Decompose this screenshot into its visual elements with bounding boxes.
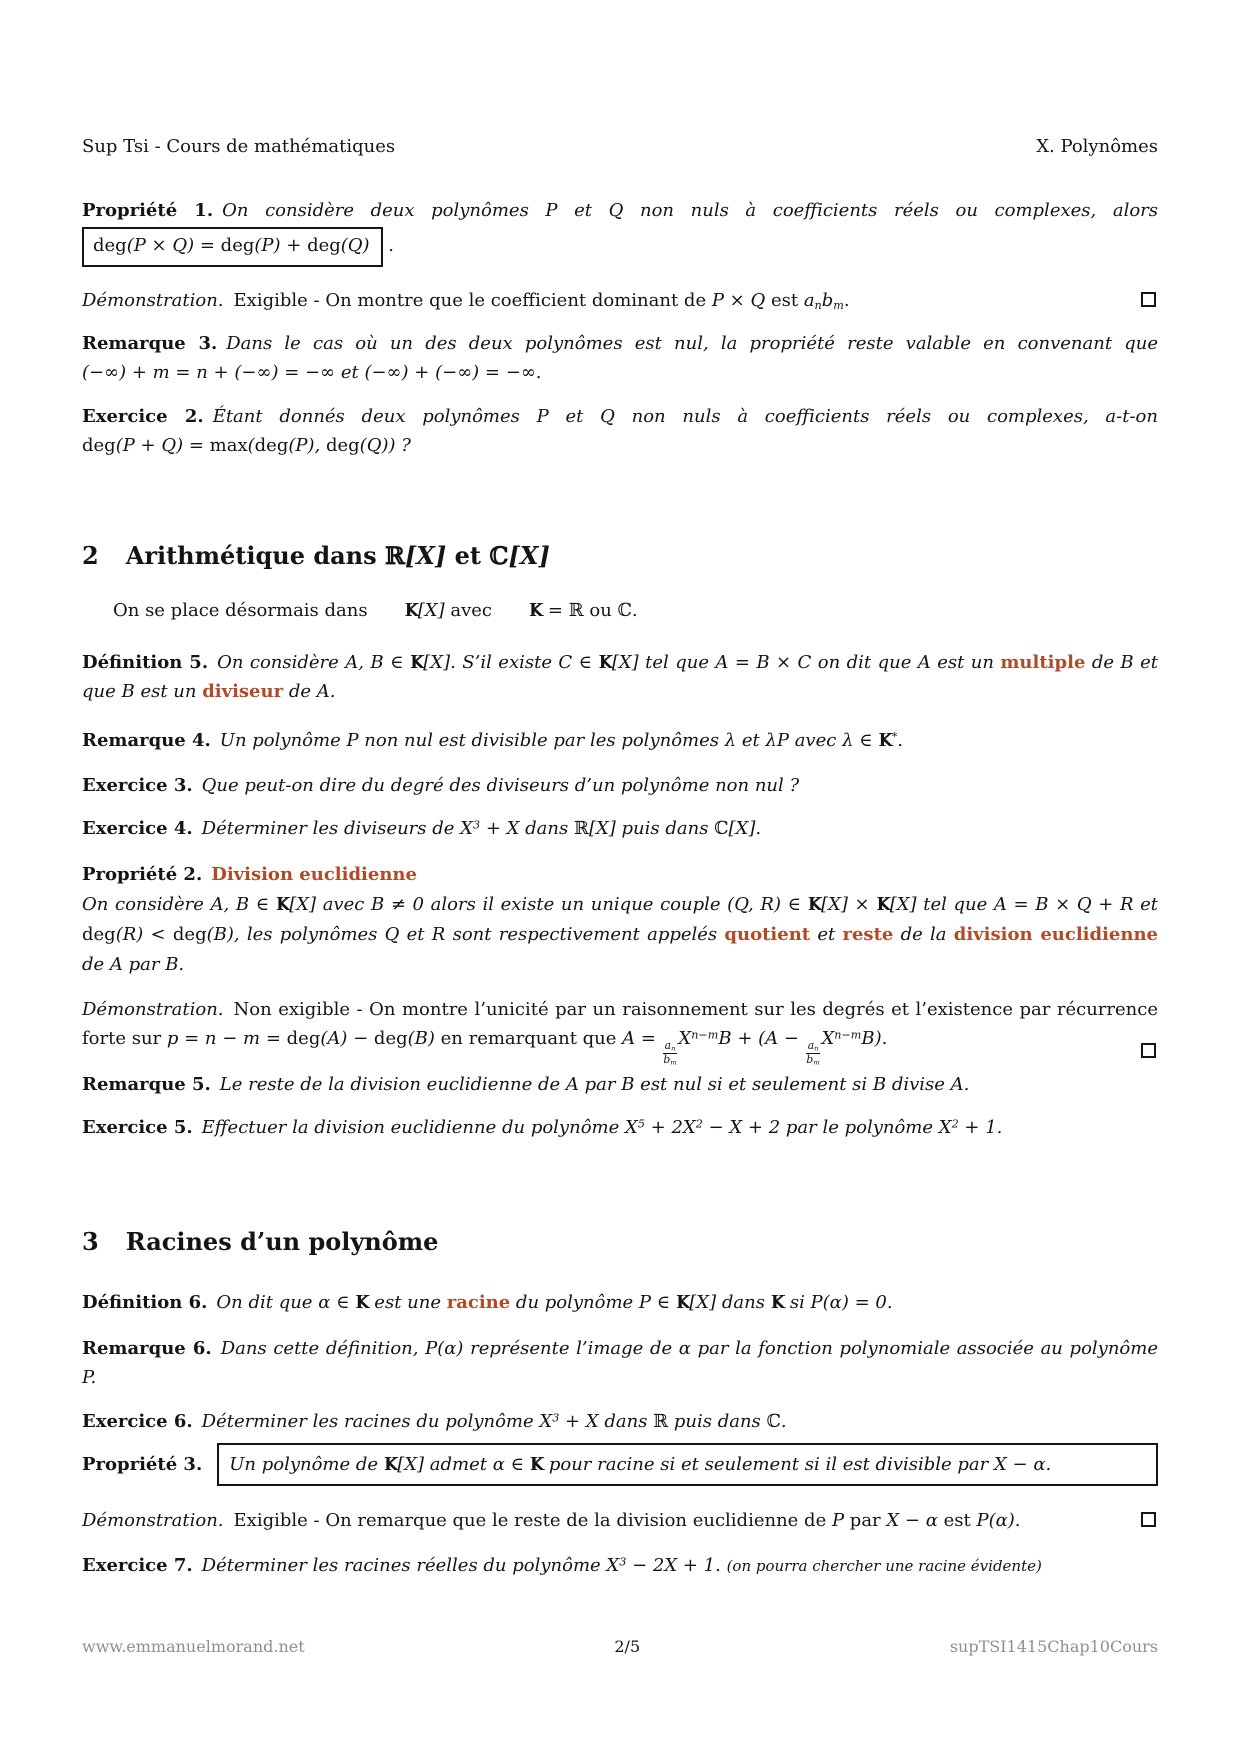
exercise-6-label: Exercice 6. [82, 1411, 193, 1432]
property-2-text-3: alors il existe un unique couple [424, 894, 728, 915]
property-1-label: Propriété 1. [82, 200, 214, 221]
exercise-2-label: Exercice 2. [82, 406, 204, 427]
exercise-5-math-1: $X^5 + 2X^2 - X + 2$ [624, 1117, 781, 1138]
section-2-title-2: et [446, 541, 490, 570]
proof-2-label: Démonstration. [82, 999, 224, 1020]
exercise-4-period: . [755, 818, 762, 839]
property-2-math-3: (Q, R) ∈ K K[X] × K K[X] [727, 894, 916, 915]
property-1-boxed-formula: deg(P × Q) = deg(P) + deg(Q) [82, 227, 383, 267]
property-3-math-3: X − α [993, 1454, 1046, 1475]
definition-5-math-1: A, B ∈ K K[X] [345, 652, 450, 673]
exercise-6-math-3: ℂ [766, 1411, 781, 1432]
exercise-3-text: Que peut-on dire du degré des diviseurs d’un polynôme non nul ? [201, 775, 800, 796]
property-2-text-4: tel que [916, 894, 994, 915]
section-2-math-2: ℂ[X] [489, 541, 550, 570]
remark-4-math: λ ∈ K K* [842, 730, 897, 751]
exercise-2-text: Étant donnés deux polynômes P et Q non nuls à coefficients réels ou complexes, a-t-on [212, 406, 1158, 427]
proof-3-text-1: Exigible - On remarque que le reste de la division euclidienne de [233, 1510, 832, 1531]
exercise-2-math: deg(P + Q) = max(deg(P), deg(Q)) [82, 435, 396, 456]
property-2-math-2: B ≠ 0 [370, 894, 425, 915]
proof-3 [82, 1506, 1158, 1535]
remark-3-text-2: et [335, 362, 365, 383]
property-2-text-8: de la [893, 924, 954, 945]
property-2-math-5: deg(R) < deg(B) [82, 924, 234, 945]
section-2-math-1: ℝ[X] [385, 541, 447, 570]
intro-math-2: K K = ℝ [498, 600, 584, 621]
exercise-5-label: Exercice 5. [82, 1117, 193, 1138]
definition-5-math-2: C ∈ K K[X] [558, 652, 638, 673]
property-1 [82, 196, 1158, 267]
header-course-title: Sup Tsi - Cours de mathématiques [82, 136, 396, 157]
definition-6-text-2: est une [368, 1292, 447, 1313]
exercise-7-hint: (on pourra chercher une racine évidente) [726, 1557, 1042, 1575]
exercise-7-math: $X^3 - 2X + 1$ [606, 1555, 716, 1576]
proof-1-math-1: P × Q [711, 290, 766, 311]
proof-1-text-2: est [765, 290, 804, 311]
section-3-heading [82, 1226, 1158, 1258]
property-3 [82, 1443, 1158, 1486]
property-3-text-1: Un polynôme de [229, 1454, 384, 1475]
intro-text-2: avec [444, 600, 498, 621]
property-2-math-1: A, B ∈ K K[X] [211, 894, 317, 915]
exercise-3 [82, 771, 1158, 800]
exercise-4-math-2: ℝ[X] [573, 818, 616, 839]
proof-2-math-1: p = n − m = deg(A) − deg(B) [166, 1028, 435, 1049]
definition-6-label: Définition 6. [82, 1292, 208, 1313]
exercise-5-math-2: $X^2 + 1$ [938, 1117, 997, 1138]
exercise-6-text-2: dans [598, 1411, 654, 1432]
definition-5-text-1: On considère [217, 652, 346, 673]
property-2-text-1: On considère [82, 894, 211, 915]
proof-2 [82, 995, 1158, 1066]
property-2-text-5: et [1133, 894, 1159, 915]
remark-3-math-2: (−∞) + (−∞) = −∞. [364, 362, 542, 383]
property-3-math-2: α ∈ K K [493, 1454, 543, 1475]
definition-5-math-3: A = B × C [715, 652, 812, 673]
property-2-keyword-reste: reste [842, 924, 894, 945]
qed-square [1141, 292, 1156, 307]
exercise-6-text-3: puis dans [668, 1411, 767, 1432]
proof-2-math-2: A = $\frac{a_n}{b_m}$ $X^{n-m}B + (A$ − $\frac{a_n}{b_m}$ $X^{n-m}B$) [622, 1028, 882, 1067]
exercise-2 [82, 402, 1158, 460]
exercise-4-math-1: $X^3 + X$ [460, 818, 520, 839]
proof-3-math-2: X − α [886, 1510, 938, 1531]
property-3-text-3: pour racine si et seulement si il est divisible par [543, 1454, 994, 1475]
exercise-5 [82, 1113, 1158, 1142]
definition-5-keyword-diviseur: diviseur [202, 681, 284, 702]
remark-3-label: Remarque 3. [82, 333, 218, 354]
property-2-text-7: et [810, 924, 843, 945]
definition-5-keyword-multiple: multiple [1000, 652, 1086, 673]
property-1-period: . [382, 235, 395, 256]
definition-5-text-4: on dit que A est un [811, 652, 1001, 673]
property-3-period: . [1045, 1454, 1052, 1475]
page-footer [82, 1636, 1158, 1658]
exercise-6 [82, 1407, 1158, 1436]
definition-6-period: . [886, 1292, 893, 1313]
proof-1-text: Exigible - On montre que le coefficient dominant de [233, 290, 712, 311]
page-header [82, 132, 1158, 161]
exercise-7-text-1: Déterminer les racines réelles du polynôme [201, 1555, 607, 1576]
exercise-6-math-2: ℝ [653, 1411, 669, 1432]
exercise-6-math-1: $X^3 + X$ [539, 1411, 599, 1432]
remark-6-text: Dans cette définition, P(α) représente l’image de α par la fonction polynomiale associée au polynôme P. [82, 1338, 1158, 1388]
definition-5 [82, 648, 1158, 706]
proof-3-math-3: P(α) [976, 1510, 1015, 1531]
definition-5-text-5: de B et que B est un [82, 652, 1158, 702]
property-2-math-4: A = B × Q + R [993, 894, 1134, 915]
footer-document-id: supTSI1415Chap10Cours [949, 1637, 1158, 1656]
remark-5-text: Le reste de la division euclidienne de A par B est nul si et seulement si B divise A. [219, 1074, 970, 1095]
property-2-keyword-division-euclidienne: division euclidienne [953, 924, 1159, 945]
definition-6-keyword-racine: racine [446, 1292, 511, 1313]
exercise-6-period: . [780, 1411, 787, 1432]
section-2-title: Arithmétique dans [125, 541, 385, 570]
property-2-title: Division euclidienne [211, 864, 417, 885]
property-3-box [217, 1443, 1158, 1486]
remark-4 [82, 726, 1158, 755]
property-2-keyword-quotient: quotient [724, 924, 811, 945]
definition-6-text-4: dans [716, 1292, 771, 1313]
exercise-5-period: . [996, 1117, 1003, 1138]
exercise-4-text-2: dans [519, 818, 574, 839]
exercise-4-text-1: Déterminer les diviseurs de [201, 818, 461, 839]
definition-6-math-2: P ∈ K K[X] [639, 1292, 716, 1313]
footer-page-number: 2/5 [614, 1637, 641, 1656]
section-3-number: 3 [82, 1227, 99, 1256]
proof-1-period: . [843, 290, 850, 311]
exercise-3-label: Exercice 3. [82, 775, 193, 796]
proof-1 [82, 286, 1158, 315]
property-2-text-2: avec [316, 894, 371, 915]
exercise-4-text-3: puis dans [615, 818, 715, 839]
property-3-label: Propriété 3. [82, 1454, 203, 1475]
remark-6-label: Remarque 6. [82, 1338, 212, 1359]
definition-5-text-6: de A. [283, 681, 336, 702]
header-chapter-title: X. Polynômes [1036, 136, 1158, 157]
remark-4-text: Un polynôme P non nul est divisible par les polynômes λ et λP avec [219, 730, 843, 751]
definition-6-text-1: On dit que [216, 1292, 319, 1313]
property-1-text: On considère deux polynômes P et Q non nuls à coefficients réels ou complexes, alors [222, 200, 1159, 221]
section-3-title: Racines d’un polynôme [125, 1227, 439, 1256]
exercise-4 [82, 814, 1158, 843]
proof-1-label: Démonstration. [82, 290, 224, 311]
intro-math-3: ℂ [617, 600, 632, 621]
property-2-label: Propriété 2. [82, 864, 203, 885]
property-2 [82, 860, 1158, 980]
proof-2-text-1: Non exigible - On montre l’unicité par un raisonnement sur les degrés et l’existence par récurrence forte sur [82, 999, 1158, 1049]
definition-5-label: Définition 5. [82, 652, 209, 673]
remark-6 [82, 1334, 1158, 1392]
property-3-math-1: K K[X] [384, 1454, 424, 1475]
qed-square [1141, 1043, 1156, 1058]
section-2-number: 2 [82, 541, 99, 570]
definition-6-math-3: K K [771, 1292, 784, 1313]
intro-text-1: On se place désormais dans [113, 600, 374, 621]
remark-3-math-1: (−∞) + m = n + (−∞) = −∞ [82, 362, 336, 383]
property-3-text-2: admet [424, 1454, 493, 1475]
exercise-2-question-mark: ? [395, 435, 411, 456]
exercise-4-math-3: ℂ[X] [714, 818, 756, 839]
definition-6-text-5: si [784, 1292, 811, 1313]
proof-3-text-3: est [937, 1510, 977, 1531]
exercise-4-label: Exercice 4. [82, 818, 193, 839]
remark-4-label: Remarque 4. [82, 730, 211, 751]
proof-2-period: . [881, 1028, 888, 1049]
definition-5-text-2: . S’il existe [450, 652, 559, 673]
section-2-heading [82, 540, 1158, 572]
exercise-7-text-2: . [715, 1555, 727, 1576]
remark-3-text: Dans le cas où un des deux polynômes est nul, la propriété reste valable en convenant que [226, 333, 1158, 354]
proof-1-math-2: $a_nb_m$ [803, 290, 844, 312]
definition-6-text-3: du polynôme [510, 1292, 639, 1313]
intro-text-3: ou [583, 600, 618, 621]
definition-6-math-4: P(α) = 0 [810, 1292, 887, 1313]
proof-3-period: . [1014, 1510, 1021, 1531]
intro-math-1: K K[X] [373, 600, 444, 621]
proof-3-math-1: P [831, 1510, 845, 1531]
proof-3-label: Démonstration. [82, 1510, 224, 1531]
property-2-text-6: , les polynômes Q et R sont respectivement appelés [233, 924, 725, 945]
definition-5-text-3: tel que [638, 652, 716, 673]
remark-5 [82, 1070, 1158, 1099]
exercise-7-label: Exercice 7. [82, 1555, 193, 1576]
exercise-5-text-1: Effectuer la division euclidienne du polynôme [201, 1117, 625, 1138]
intro-period: . [631, 600, 638, 621]
definition-6 [82, 1288, 1158, 1317]
remark-4-period: . [897, 730, 904, 751]
remark-3 [82, 329, 1158, 387]
exercise-6-text-1: Déterminer les racines du polynôme [201, 1411, 540, 1432]
exercise-5-text-2: par le polynôme [780, 1117, 939, 1138]
definition-6-math-1: α ∈ K K [318, 1292, 368, 1313]
remark-5-label: Remarque 5. [82, 1074, 211, 1095]
exercise-7 [82, 1551, 1158, 1581]
section-2-intro [82, 596, 1158, 625]
proof-3-text-2: par [844, 1510, 887, 1531]
proof-2-text-2: en remarquant que [434, 1028, 623, 1049]
qed-square [1141, 1512, 1156, 1527]
footer-website: www.emmanuelmorand.net [82, 1637, 305, 1656]
property-2-text-9: de A par B. [82, 954, 185, 975]
